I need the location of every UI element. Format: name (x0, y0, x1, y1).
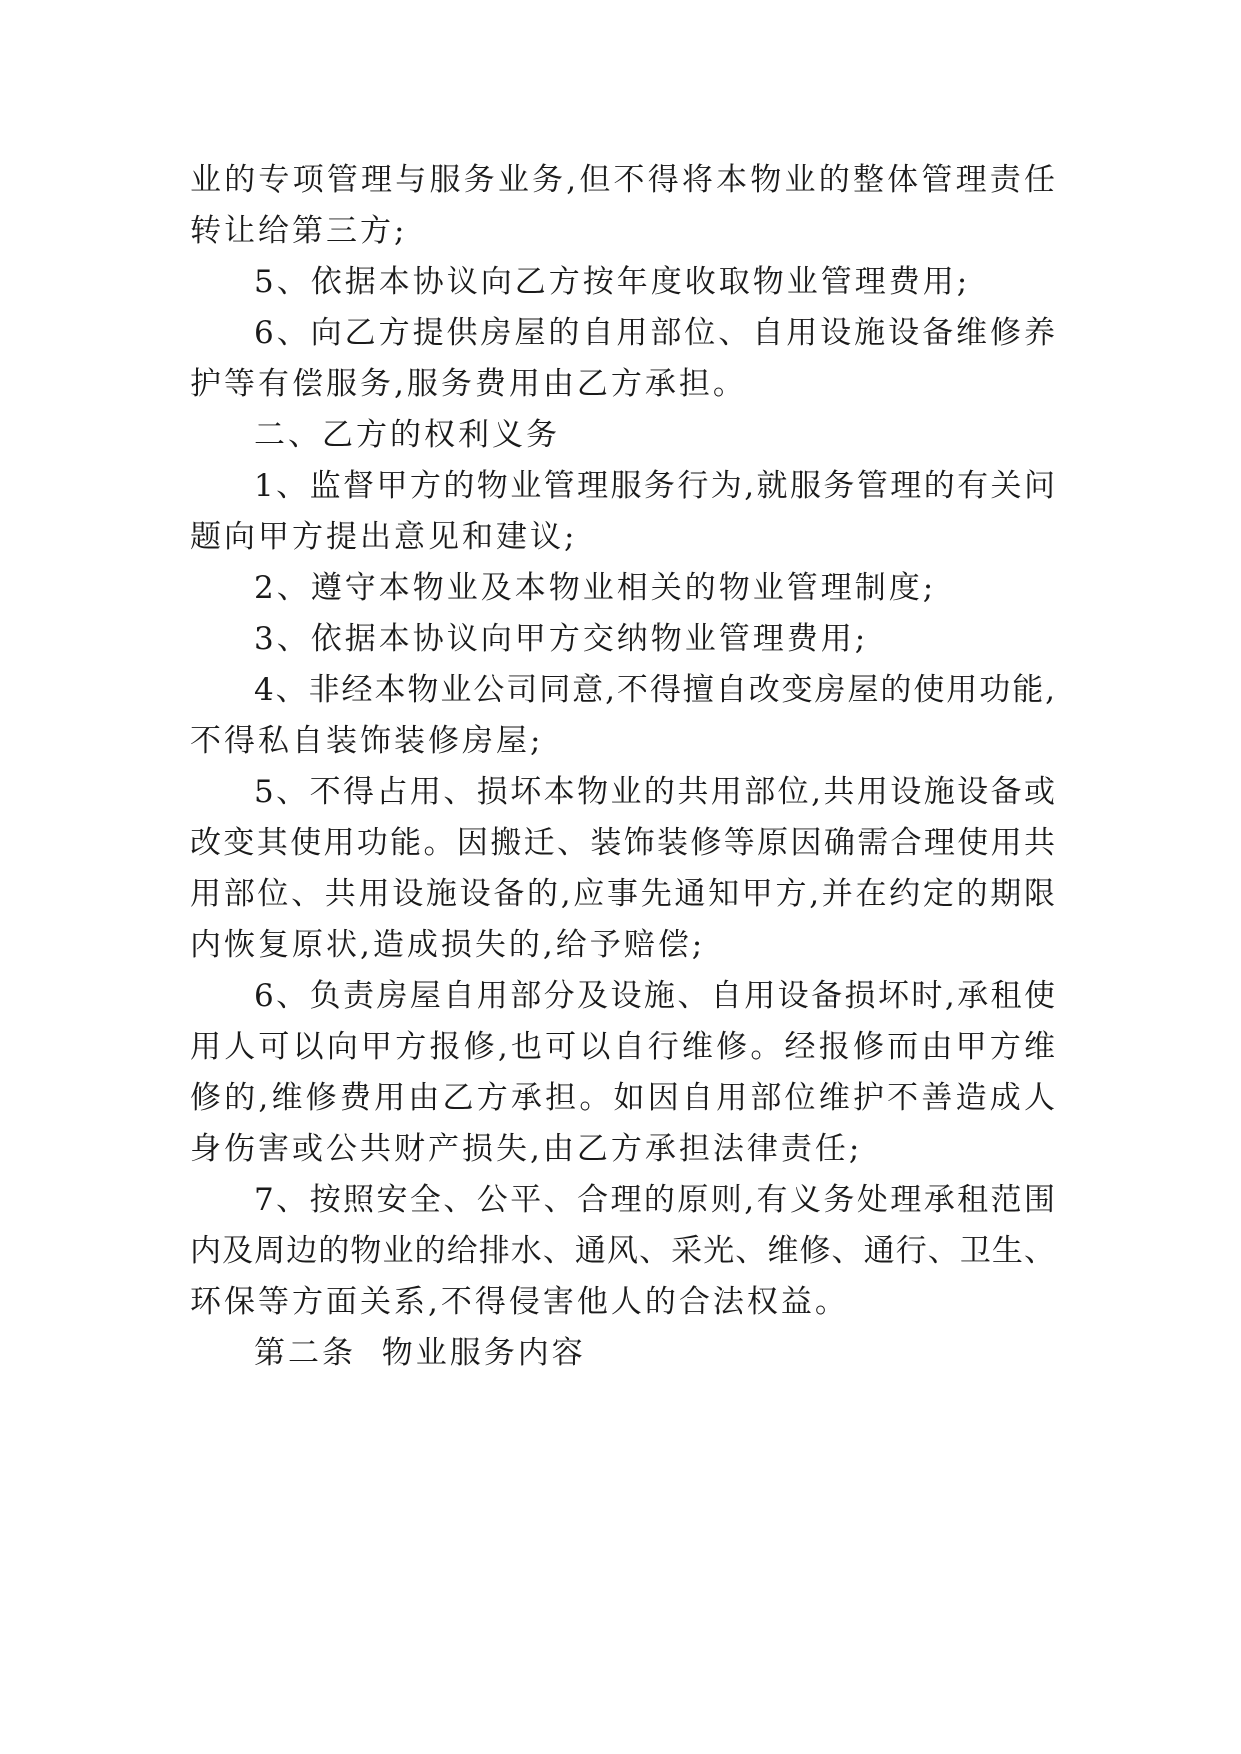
text-line: 转让给第三方; (190, 213, 408, 249)
text-line: 7、按照安全、公平、合理的原则,有义务处理承租范围 (254, 1182, 1055, 1218)
text-line: 2、遵守本物业及本物业相关的物业管理制度; (254, 570, 937, 606)
text-line: 不得私自装饰装修房屋; (190, 723, 544, 759)
text-line: 题向甲方提出意见和建议; (190, 519, 578, 555)
text-line: 6、向乙方提供房屋的自用部位、自用设施设备维修养 (254, 315, 1055, 351)
text-line: 内及周边的物业的给排水、通风、采光、维修、通行、卫生、 (190, 1233, 1055, 1269)
text-line: 用部位、共用设施设备的,应事先通知甲方,并在约定的期限 (190, 876, 1055, 912)
text-line: 修的,维修费用由乙方承担。如因自用部位维护不善造成人 (190, 1080, 1055, 1116)
text-line: 4、非经本物业公司同意,不得擅自改变房屋的使用功能, (254, 672, 1055, 708)
section-heading: 二、乙方的权利义务 (254, 417, 560, 453)
text-line: 业的专项管理与服务业务,但不得将本物业的整体管理责任 (190, 162, 1055, 198)
text-line: 5、不得占用、损坏本物业的共用部位,共用设施设备或 (254, 774, 1055, 810)
text-line: 改变其使用功能。因搬迁、装饰装修等原因确需合理使用共 (190, 825, 1055, 861)
text-line: 3、依据本协议向甲方交纳物业管理费用; (254, 621, 869, 657)
text-line: 环保等方面关系,不得侵害他人的合法权益。 (190, 1284, 849, 1320)
text-line: 用人可以向甲方报修,也可以自行维修。经报修而由甲方维 (190, 1029, 1055, 1065)
text-line: 护等有偿服务,服务费用由乙方承担。 (190, 366, 747, 402)
text-line: 6、负责房屋自用部分及设施、自用设备损坏时,承租使 (254, 978, 1055, 1014)
text-line: 1、监督甲方的物业管理服务行为,就服务管理的有关问 (254, 468, 1055, 504)
text-line: 身伤害或公共财产损失,由乙方承担法律责任; (190, 1131, 863, 1167)
section-heading: 第二条 物业服务内容 (254, 1335, 586, 1371)
text-line: 5、依据本协议向乙方按年度收取物业管理费用; (254, 264, 971, 300)
text-line: 内恢复原状,造成损失的,给予赔偿; (190, 927, 706, 963)
